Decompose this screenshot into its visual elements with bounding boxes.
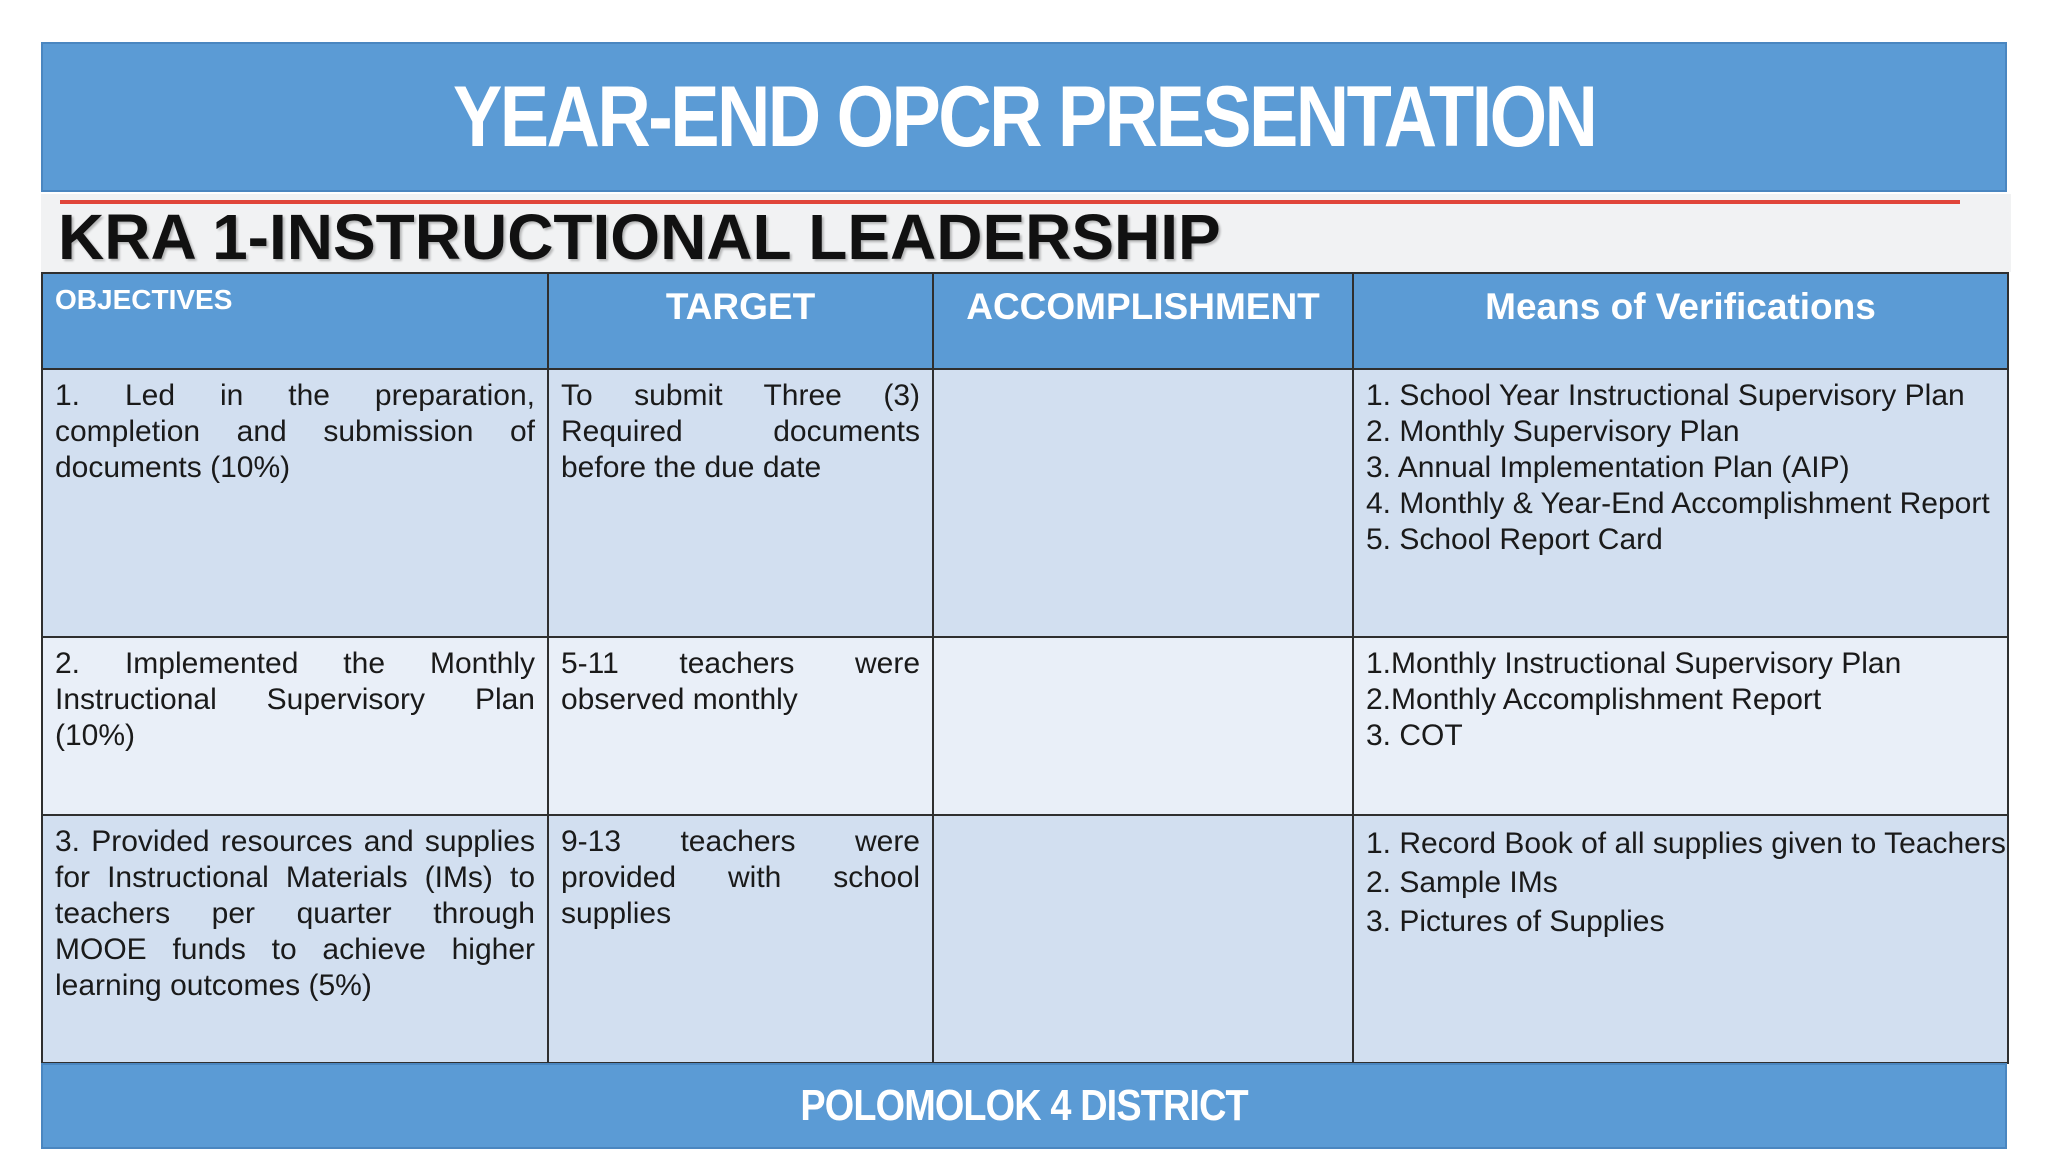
table-header-row [42,273,2008,369]
target-cell: To submit Three (3) Required documents before the due date [548,369,933,637]
header-accomplishment: ACCOMPLISHMENT [933,273,1353,369]
means-item: 5. School Report Card [1366,523,1663,556]
title-banner [41,42,2007,192]
means-item: 3. COT [1366,719,1463,752]
header-objectives: OBJECTIVES [42,273,548,369]
header-target: TARGET [548,273,933,369]
header-means-of-verification: Means of Verifications [1353,273,2008,369]
footer-banner [41,1063,2007,1149]
objective-cell: 2. Implemented the Monthly Instructional Supervisory Plan (10%) [42,637,548,815]
table-row [42,637,2008,815]
means-item: 2. Monthly Supervisory Plan [1366,415,1740,448]
table-row [42,815,2008,1063]
means-cell [1353,369,2008,637]
objective-cell: 3. Provided resources and supplies for Instructional Materials (IMs) to teachers per quarter through MOOE funds to achieve higher learning outcomes (5%) [42,815,548,1063]
means-item: 2. Sample IMs [1366,866,1558,899]
means-item: 3. Pictures of Supplies [1366,905,1665,938]
kra-table [41,272,2009,1064]
section-heading: KRA 1-INSTRUCTIONAL LEADERSHIP [58,201,1221,273]
accomplishment-cell [933,369,1353,637]
slide-title: YEAR-END OPCR PRESENTATION [452,68,1596,165]
target-cell: 5-11 teachers were observed monthly [548,637,933,815]
means-item: 1. Record Book of all supplies given to Teachers [1366,827,2006,860]
footer-label: POLOMOLOK 4 DISTRICT [800,1081,1248,1130]
objective-cell: 1. Led in the preparation, completion and submission of documents (10%) [42,369,548,637]
means-cell [1353,815,2008,1063]
accomplishment-cell [933,815,1353,1063]
means-item: 4. Monthly & Year-End Accomplishment Report [1366,487,1990,520]
target-cell: 9-13 teachers were provided with school supplies [548,815,933,1063]
means-item: 1. School Year Instructional Supervisory Plan [1366,379,1965,412]
table-row [42,369,2008,637]
means-item: 2.Monthly Accomplishment Report [1366,683,1822,716]
means-cell [1353,637,2008,815]
accomplishment-cell [933,637,1353,815]
means-item: 3. Annual Implementation Plan (AIP) [1366,451,1850,484]
means-item: 1.Monthly Instructional Supervisory Plan [1366,647,1902,680]
